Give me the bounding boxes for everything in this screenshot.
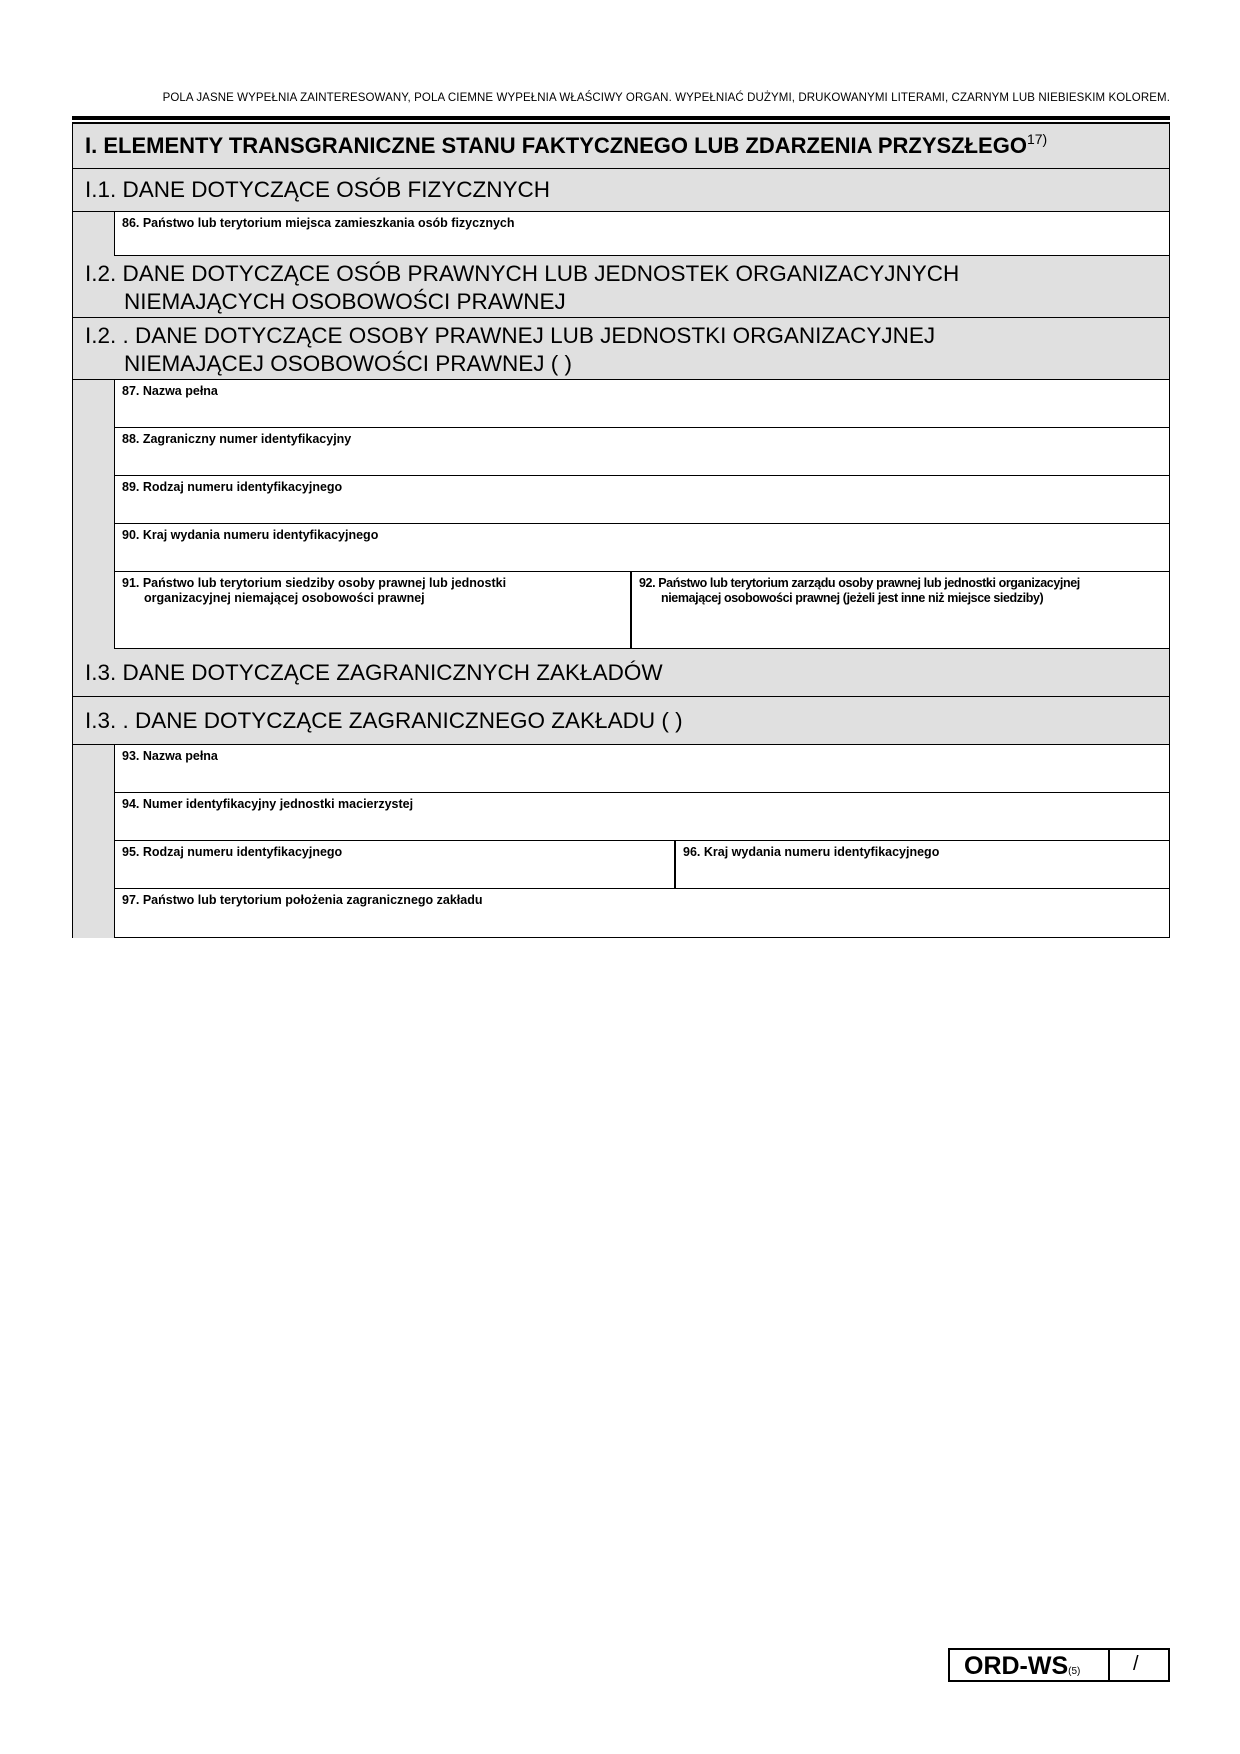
form-code-divider — [1108, 1650, 1110, 1680]
field-96-label: 96. Kraj wydania numeru identyfikacyjnego — [683, 845, 940, 859]
subsection-i3x-title: I.3. . DANE DOTYCZĄCE ZAGRANICZNEGO ZAKŁADU ( ) — [85, 708, 683, 733]
field-92-label — [639, 576, 1080, 606]
subsection-i2x-title-line1: I.2. . DANE DOTYCZĄCE OSOBY PRAWNEJ LUB JEDNOSTKI ORGANIZACYJNEJ — [85, 323, 936, 348]
field-94-label: 94. Numer identyfikacyjny jednostki macierzystej — [122, 797, 414, 811]
field-94-parent-id-number[interactable] — [115, 793, 1169, 841]
field-86-residence-country[interactable] — [115, 212, 1169, 256]
subsection-i2x-title — [85, 322, 935, 378]
section-title-text: I. ELEMENTY TRANSGRANICZNE STANU FAKTYCZNEGO LUB ZDARZENIA PRZYSZŁEGO — [85, 133, 1027, 158]
field-91-label — [122, 576, 506, 606]
header-rule-thick — [72, 116, 1170, 120]
field-87-label: 87. Nazwa pełna — [122, 384, 218, 398]
subsection-i1-title: I.1. DANE DOTYCZĄCE OSÓB FIZYCZNYCH — [85, 177, 551, 202]
subsection-i2x-title-line2: NIEMAJĄCEJ OSOBOWOŚCI PRAWNEJ ( ) — [124, 351, 572, 376]
field-87-full-name[interactable] — [115, 380, 1169, 428]
subsection-i2x-gutter — [73, 380, 115, 654]
field-91-label-line2: organizacyjnej niemającej osobowości prawnej — [144, 591, 425, 605]
form-code — [964, 1652, 1080, 1681]
field-91-registered-seat-country[interactable] — [115, 572, 631, 649]
subsection-i3-band — [73, 649, 1169, 697]
field-91-label-line1: 91. Państwo lub terytorium siedziby osoby prawnej lub jednostki — [122, 576, 507, 590]
field-97-establishment-country[interactable] — [115, 889, 1169, 937]
field-92-management-country[interactable] — [632, 572, 1169, 649]
field-92-label-line1: 92. Państwo lub terytorium zarządu osoby prawnej lub jednostki organizacyjnej — [639, 576, 1080, 590]
subsection-i2-title-line1: I.2. DANE DOTYCZĄCE OSÓB PRAWNYCH LUB JEDNOSTEK ORGANIZACYJNYCH — [85, 261, 960, 286]
field-93-label: 93. Nazwa pełna — [122, 749, 218, 763]
form-version: (5) — [1068, 1666, 1081, 1677]
field-95-id-number-type[interactable] — [115, 841, 675, 889]
subsection-i2-band — [73, 256, 1169, 318]
field-96-id-issuing-country[interactable] — [676, 841, 1169, 889]
subsection-i2-title-line2: NIEMAJĄCYCH OSOBOWOŚCI PRAWNEJ — [124, 289, 566, 314]
field-86-label: 86. Państwo lub terytorium miejsca zamieszkania osób fizycznych — [122, 216, 515, 230]
field-90-label: 90. Kraj wydania numeru identyfikacyjnego — [122, 528, 379, 542]
field-93-full-name[interactable] — [115, 745, 1169, 793]
footnote-marker: 17) — [1026, 131, 1048, 147]
subsection-i3x-band — [73, 697, 1169, 745]
section-title-band — [73, 124, 1169, 169]
page-number-slash: / — [1133, 1653, 1139, 1675]
form-code-box — [948, 1648, 1170, 1682]
instructions-note: POLA JASNE WYPEŁNIA ZAINTERESOWANY, POLA CIEMNE WYPEŁNIA WŁAŚCIWY ORGAN. WYPEŁNIAĆ DUŻYMI, DRUKOWANYMI LITERAMI, CZARNYM LUB NIEBIESKIM KOLOREM. — [162, 92, 1170, 104]
field-92-label-line2: niemającej osobowości prawnej (jeżeli jest inne niż miejsce siedziby) — [661, 591, 1044, 605]
form-code-text: ORD-WS — [964, 1652, 1069, 1680]
field-89-id-number-type[interactable] — [115, 476, 1169, 524]
cross-border-elements-form — [72, 123, 1170, 938]
subsection-i3x-gutter — [73, 745, 115, 938]
section-title — [85, 131, 1047, 159]
subsection-i2-title — [85, 260, 959, 316]
subsection-i2x-band — [73, 318, 1169, 380]
field-90-id-issuing-country[interactable] — [115, 524, 1169, 572]
field-89-label: 89. Rodzaj numeru identyfikacyjnego — [122, 480, 343, 494]
field-88-foreign-id-number[interactable] — [115, 428, 1169, 476]
subsection-i3-title: I.3. DANE DOTYCZĄCE ZAGRANICZNYCH ZAKŁADÓW — [85, 660, 663, 685]
subsection-i1-band — [73, 169, 1169, 212]
field-97-label: 97. Państwo lub terytorium położenia zagranicznego zakładu — [122, 893, 483, 907]
field-95-label: 95. Rodzaj numeru identyfikacyjnego — [122, 845, 343, 859]
field-88-label: 88. Zagraniczny numer identyfikacyjny — [122, 432, 352, 446]
subsection-i1-gutter — [73, 212, 115, 256]
